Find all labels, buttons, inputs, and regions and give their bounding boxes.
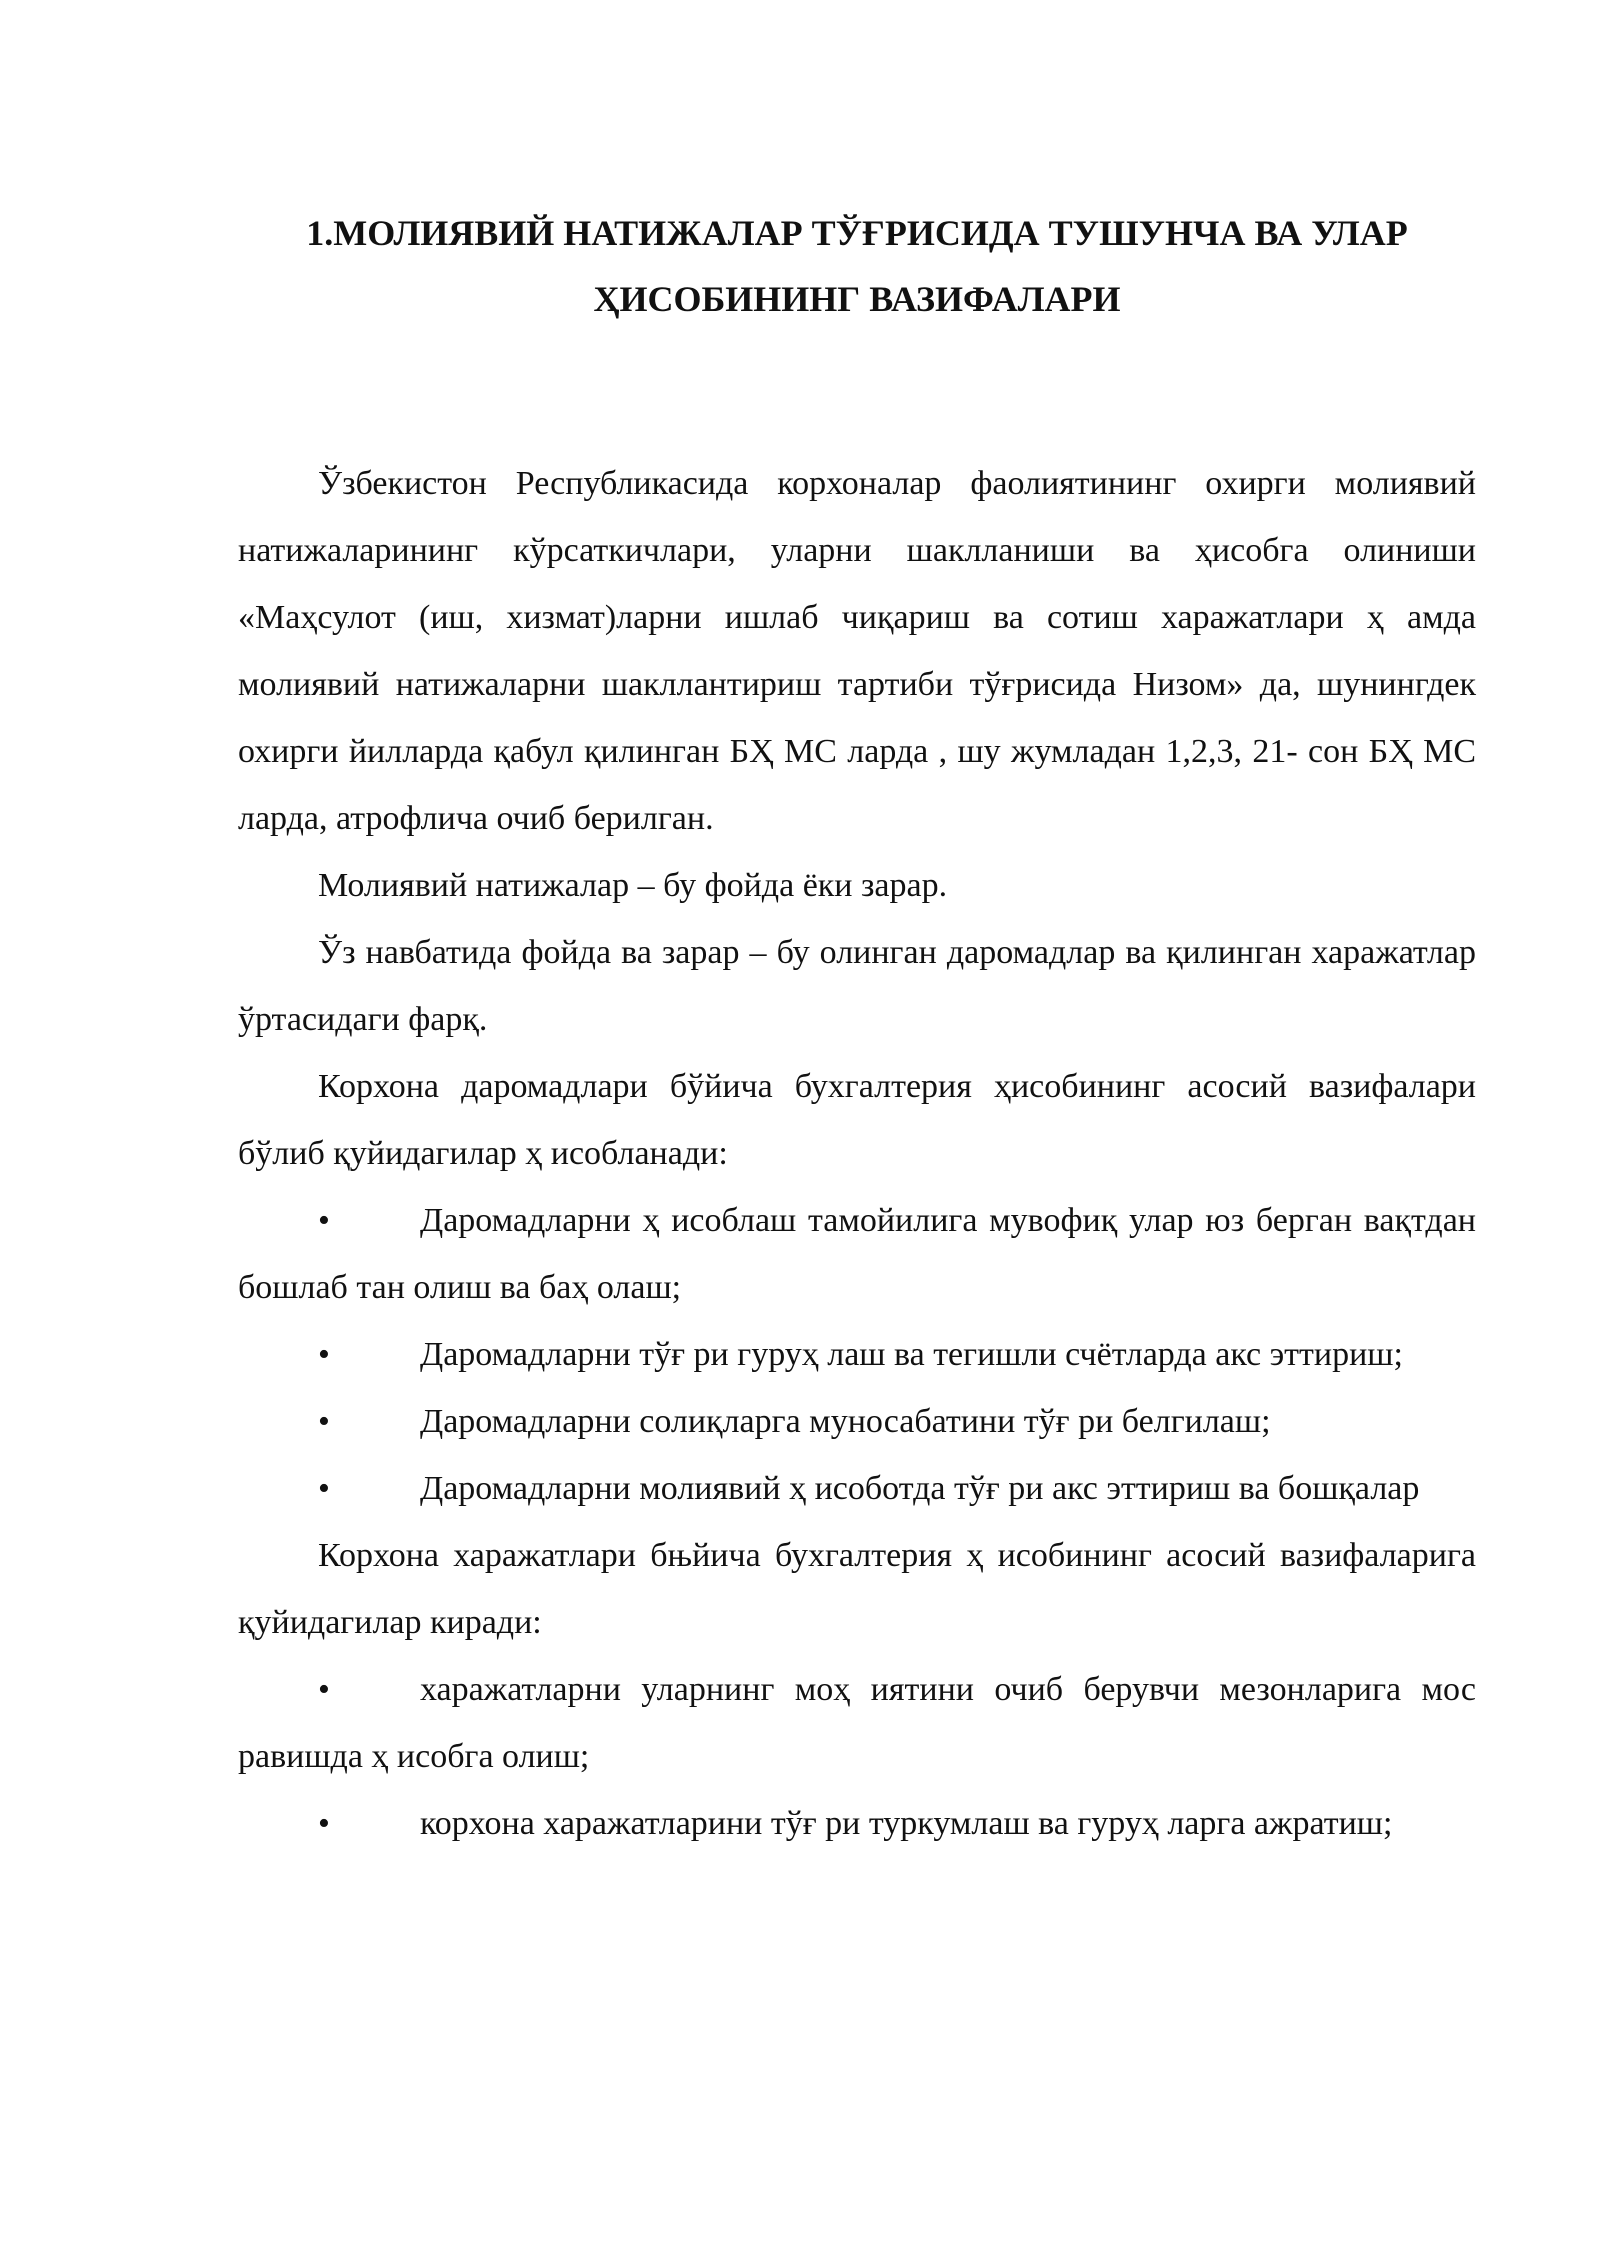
list-item-text: Даромадларни тўғ ри гуруҳ лаш ва тегишли счётларда акс эттириш;	[420, 1336, 1403, 1373]
paragraph-definition: Молиявий натижалар – бу фойда ёки зарар.	[318, 867, 948, 904]
list-item	[238, 1388, 1476, 1455]
bullet-icon: •	[318, 1470, 330, 1507]
expense-tasks-list	[238, 1656, 1476, 1857]
list-item-text: харажатларни уларнинг моҳ иятини очиб берувчи мезонларига мос равишда ҳ исобга олиш;	[238, 1671, 1476, 1775]
list-item	[238, 1187, 1476, 1321]
paragraph-profit-loss: Ўз навбатида фойда ва зарар – бу олинган даромадлар ва қилинган харажатлар ўртасидаги фарқ.	[238, 934, 1476, 1038]
income-tasks-list	[238, 1187, 1476, 1522]
list-item	[238, 1455, 1476, 1522]
paragraph-expense-intro: Корхона харажатлари бњйича бухгалтерия ҳ исобининг асосий вазифаларига қуйидагилар киради:	[238, 1537, 1476, 1641]
bullet-icon: •	[318, 1805, 330, 1842]
page-title	[238, 200, 1476, 332]
bullet-icon: •	[318, 1202, 330, 1239]
list-item	[238, 1656, 1476, 1790]
title-line-1: 1.МОЛИЯВИЙ НАТИЖАЛАР ТЎҒРИСИДА ТУШУНЧА ВА УЛАР	[306, 213, 1408, 253]
paragraph-intro: Ўзбекистон Республикасида корхоналар фаолиятининг охирги молиявий натижаларининг кўрсаткичлари, уларни шаклланиши ва ҳисобга олиниши «Маҳсулот (иш, хизмат)ларни ишлаб чиқариш ва сотиш харажатлари ҳ амда молиявий натижаларни шакллантириш тартиби тўғрисида Низом» да, шунингдек охирги йилларда қабул қилинган БҲ МС ларда , шу жумладан 1,2,3, 21- сон БҲ МС ларда, атрофлича очиб берилган.	[238, 465, 1476, 837]
list-item-text: Даромадларни молиявий ҳ исоботда тўғ ри акс эттириш ва бошқалар	[420, 1470, 1420, 1507]
list-item-text: Даромадларни ҳ исоблаш тамойилига мувофиқ улар юз берган вақтдан бошлаб тан олиш ва баҳ олаш;	[238, 1202, 1476, 1306]
list-item-text: корхона харажатларини тўғ ри туркумлаш ва гуруҳ ларга ажратиш;	[420, 1805, 1393, 1842]
list-item	[238, 1790, 1476, 1857]
list-item-text: Даромадларни солиқларга муносабатини тўғ ри белгилаш;	[420, 1403, 1271, 1440]
title-line-2: ҲИСОБИНИНГ ВАЗИФАЛАРИ	[593, 279, 1121, 319]
bullet-icon: •	[318, 1403, 330, 1440]
list-item	[238, 1321, 1476, 1388]
document-page	[238, 200, 1476, 1857]
bullet-icon: •	[318, 1671, 330, 1708]
bullet-icon: •	[318, 1336, 330, 1373]
paragraph-income-intro: Корхона даромадлари бўйича бухгалтерия ҳисобининг асосий вазифалари бўлиб қуйидагилар ҳ исобланади:	[238, 1068, 1476, 1172]
